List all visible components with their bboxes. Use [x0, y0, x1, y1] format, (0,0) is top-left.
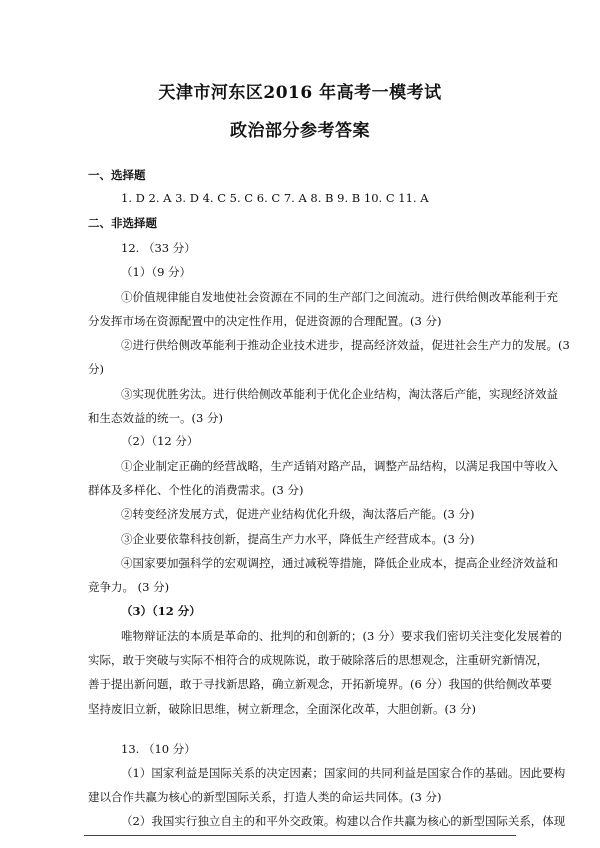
answer-line: （2）我国实行独立自主的和平外交政策。构建以合作共赢为核心的新型国际关系，体现: [121, 814, 566, 828]
answer-line: （2）（12 分）: [121, 434, 199, 448]
answer-line: 1. D 2. A 3. D 4. C 5. C 6. C 7. A 8. B 9. B 10. C 11. A: [121, 191, 429, 205]
document-subtitle: 政治部分参考答案: [230, 121, 370, 141]
answer-line: 竞争力。 (3 分): [88, 580, 170, 594]
answer-line: 坚持废旧立新，破除旧思维，树立新理念，全面深化改革，大胆创新。(3 分): [88, 702, 476, 716]
answer-line: 12. （33 分）: [121, 241, 196, 255]
answer-line: 13. （10 分）: [121, 742, 196, 756]
answer-line: ④国家要加强科学的宏观调控，通过减税等措施，降低企业成本，提高企业经济效益和: [121, 556, 558, 570]
footer-divider: [84, 835, 516, 836]
answer-line: （1）（9 分）: [121, 265, 192, 279]
answer-line: ①企业制定正确的经营战略，生产适销对路产品，调整产品结构，以满足我国中等收入: [121, 459, 558, 473]
answer-line: 分): [88, 362, 104, 376]
answer-line: ①价值规律能自发地使社会资源在不同的生产部门之间流动。进行供给侧改革能利于充: [121, 290, 558, 304]
answer-line: （1）国家利益是国际关系的决定因素；国家间的共同利益是国家合作的基础。因此要构: [121, 766, 566, 780]
answer-line: ②进行供给侧改革能利于推动企业技术进步，提高经济效益，促进社会生产力的发展。(3: [121, 338, 570, 352]
answer-line: 建以合作共赢为核心的新型国际关系，打造人类的命运共同体。(3 分): [88, 790, 442, 804]
document-title: 天津市河东区2016 年高考一模考试: [158, 83, 442, 103]
answer-line: （3）（12 分）: [121, 604, 201, 618]
answer-line: 二、非选择题: [88, 216, 157, 230]
answer-line: 群体及多样化、个性化的消费需求。(3 分): [88, 483, 304, 497]
answer-line: 善于提出新问题，敢于寻找新思路，确立新观念，开拓新境界。(6 分）我国的供给侧改革要: [88, 677, 552, 691]
answer-line: 分发挥市场在资源配置中的决定性作用，促进资源的合理配置。(3 分): [88, 314, 442, 328]
answer-line: 和生态效益的统一。(3 分): [88, 411, 223, 425]
answer-line: ②转变经济发展方式，促进产业结构优化升级，淘汰落后产能。(3 分): [121, 507, 475, 521]
answer-line: 一、选择题: [88, 168, 146, 182]
answer-line: ③企业要依靠科技创新，提高生产力水平，降低生产经营成本。(3 分): [121, 532, 475, 546]
answer-line: ③实现优胜劣汰。进行供给侧改革能利于优化企业结构，淘汰落后产能，实现经济效益: [121, 387, 558, 401]
answer-line: 唯物辩证法的本质是革命的、批判的和创新的；(3 分）要求我们密切关注变化发展着的: [121, 629, 562, 643]
answer-line: 实际，敢于突破与实际不相符合的成规陈说，敢于破除落后的思想观念，注重研究新情况，: [88, 653, 548, 667]
